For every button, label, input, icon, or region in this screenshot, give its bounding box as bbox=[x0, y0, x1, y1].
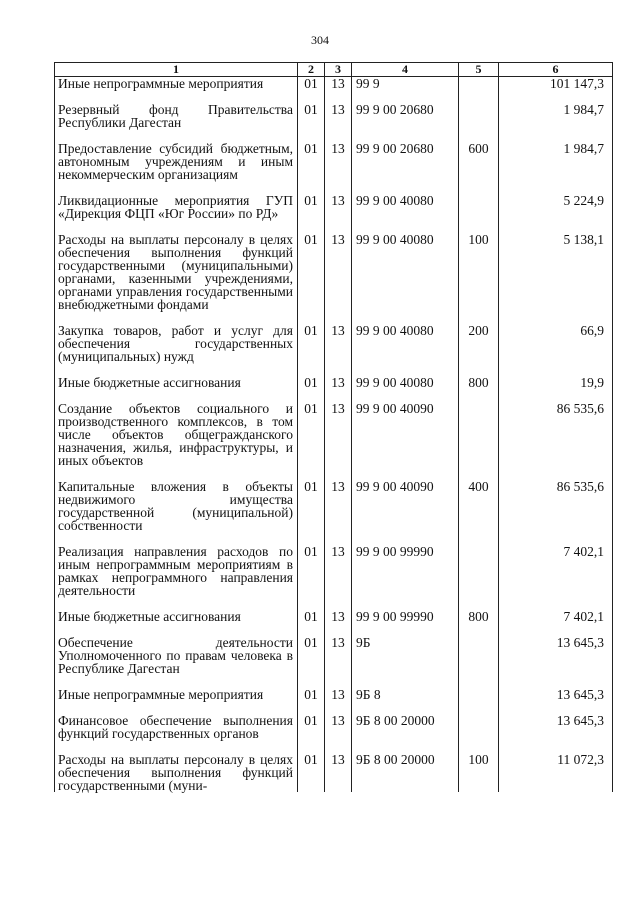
table-body bbox=[55, 77, 613, 793]
row-amount: 86 535,6 bbox=[499, 480, 613, 532]
row-target-code: 9Б bbox=[352, 636, 459, 675]
row-target-code: 99 9 bbox=[352, 77, 459, 91]
row-expense-type bbox=[459, 194, 499, 220]
row-name: Предоставление субсидий бюджетным, автономным учреждениям и иным некоммерческим организациям bbox=[55, 142, 298, 181]
row-name: Ликвидационные мероприятия ГУП «Дирекция ФЦП «Юг России» по РД» bbox=[55, 194, 298, 220]
row-amount: 66,9 bbox=[499, 324, 613, 363]
row-expense-type bbox=[459, 402, 499, 467]
row-target-code: 9Б 8 00 20000 bbox=[352, 714, 459, 740]
row-expense-type bbox=[459, 714, 499, 740]
row-subsection: 13 bbox=[325, 688, 352, 701]
row-section: 01 bbox=[298, 545, 325, 597]
row-subsection: 13 bbox=[325, 376, 352, 389]
row-name: Иные бюджетные ассигнования bbox=[55, 376, 298, 389]
row-section: 01 bbox=[298, 324, 325, 363]
spacer-cell bbox=[459, 532, 499, 545]
row-subsection: 13 bbox=[325, 233, 352, 311]
table-row bbox=[55, 194, 613, 220]
page-number: 304 bbox=[311, 33, 329, 47]
row-amount: 13 645,3 bbox=[499, 688, 613, 701]
table-row bbox=[55, 753, 613, 792]
row-subsection: 13 bbox=[325, 545, 352, 597]
row-subsection: 13 bbox=[325, 610, 352, 623]
spacer-cell bbox=[459, 623, 499, 636]
table-row bbox=[55, 610, 613, 623]
row-expense-type bbox=[459, 103, 499, 129]
table-row bbox=[55, 636, 613, 675]
row-subsection: 13 bbox=[325, 324, 352, 363]
row-expense-type: 100 bbox=[459, 753, 499, 792]
row-amount: 11 072,3 bbox=[499, 753, 613, 792]
row-target-code: 99 9 00 40090 bbox=[352, 480, 459, 532]
table-row bbox=[55, 103, 613, 129]
row-target-code: 99 9 00 99990 bbox=[352, 610, 459, 623]
row-amount: 1 984,7 bbox=[499, 103, 613, 129]
row-subsection: 13 bbox=[325, 753, 352, 792]
header-cell-4: 4 bbox=[352, 63, 459, 77]
row-subsection: 13 bbox=[325, 714, 352, 740]
row-expense-type: 800 bbox=[459, 376, 499, 389]
row-expense-type: 800 bbox=[459, 610, 499, 623]
row-expense-type bbox=[459, 688, 499, 701]
row-subsection: 13 bbox=[325, 77, 352, 91]
row-section: 01 bbox=[298, 402, 325, 467]
row-section: 01 bbox=[298, 753, 325, 792]
row-target-code: 99 9 00 40080 bbox=[352, 233, 459, 311]
row-name: Иные непрограммные мероприятия bbox=[55, 688, 298, 701]
table-row bbox=[55, 376, 613, 389]
header-cell-5: 5 bbox=[459, 63, 499, 77]
header-cell-6: 6 bbox=[499, 63, 613, 77]
row-section: 01 bbox=[298, 688, 325, 701]
row-amount: 5 138,1 bbox=[499, 233, 613, 311]
row-name: Создание объектов социального и производственного комплексов, в том числе объектов общегражданского назначения, жилья, инфраструктуры, и иных объектов bbox=[55, 402, 298, 467]
row-subsection: 13 bbox=[325, 103, 352, 129]
row-section: 01 bbox=[298, 103, 325, 129]
row-amount: 86 535,6 bbox=[499, 402, 613, 467]
row-amount: 1 984,7 bbox=[499, 142, 613, 181]
row-subsection: 13 bbox=[325, 636, 352, 675]
table-row bbox=[55, 480, 613, 532]
row-section: 01 bbox=[298, 376, 325, 389]
table-row bbox=[55, 545, 613, 597]
row-expense-type bbox=[459, 545, 499, 597]
row-subsection: 13 bbox=[325, 194, 352, 220]
row-name: Обеспечение деятельности Уполномоченного по правам человека в Республике Дагестан bbox=[55, 636, 298, 675]
row-target-code: 9Б 8 bbox=[352, 688, 459, 701]
row-section: 01 bbox=[298, 142, 325, 181]
table-row bbox=[55, 324, 613, 363]
table-row bbox=[55, 233, 613, 311]
row-target-code: 99 9 00 40090 bbox=[352, 402, 459, 467]
row-amount: 7 402,1 bbox=[499, 610, 613, 623]
row-name: Расходы на выплаты персоналу в целях обеспечения выполнения функций государственными (муни- bbox=[55, 753, 298, 792]
spacer-cell bbox=[459, 675, 499, 688]
row-expense-type: 600 bbox=[459, 142, 499, 181]
table-row bbox=[55, 402, 613, 467]
row-section: 01 bbox=[298, 610, 325, 623]
row-amount: 101 147,3 bbox=[499, 77, 613, 91]
row-section: 01 bbox=[298, 194, 325, 220]
row-name: Реализация направления расходов по иным непрограммным мероприятиям в рамках непрограммного направления деятельности bbox=[55, 545, 298, 597]
row-name: Резервный фонд Правительства Республики Дагестан bbox=[55, 103, 298, 129]
table-row bbox=[55, 714, 613, 740]
row-name: Иные непрограммные мероприятия bbox=[55, 77, 298, 91]
row-amount: 13 645,3 bbox=[499, 636, 613, 675]
row-section: 01 bbox=[298, 77, 325, 91]
budget-table bbox=[54, 62, 613, 792]
header-cell-1: 1 bbox=[55, 63, 298, 77]
spacer-cell bbox=[459, 389, 499, 402]
row-expense-type bbox=[459, 77, 499, 91]
table-row bbox=[55, 142, 613, 181]
row-name: Расходы на выплаты персоналу в целях обеспечения выполнения функций государственными (муниципальными) органами, казенными учреждениями, органами управления государственными внебюджетными фондами bbox=[55, 233, 298, 311]
row-name: Финансовое обеспечение выполнения функций государственных органов bbox=[55, 714, 298, 740]
row-section: 01 bbox=[298, 714, 325, 740]
row-amount: 7 402,1 bbox=[499, 545, 613, 597]
header-cell-3: 3 bbox=[325, 63, 352, 77]
row-section: 01 bbox=[298, 233, 325, 311]
row-target-code: 99 9 00 99990 bbox=[352, 545, 459, 597]
table-row bbox=[55, 77, 613, 91]
row-expense-type: 100 bbox=[459, 233, 499, 311]
row-name: Иные бюджетные ассигнования bbox=[55, 610, 298, 623]
row-target-code: 99 9 00 40080 bbox=[352, 376, 459, 389]
row-amount: 13 645,3 bbox=[499, 714, 613, 740]
row-subsection: 13 bbox=[325, 142, 352, 181]
row-subsection: 13 bbox=[325, 402, 352, 467]
row-amount: 19,9 bbox=[499, 376, 613, 389]
header-cell-2: 2 bbox=[298, 63, 325, 77]
row-expense-type bbox=[459, 636, 499, 675]
row-section: 01 bbox=[298, 480, 325, 532]
spacer-cell bbox=[459, 181, 499, 194]
row-name: Капитальные вложения в объекты недвижимого имущества государственной (муниципальной) собственности bbox=[55, 480, 298, 532]
row-expense-type: 400 bbox=[459, 480, 499, 532]
row-subsection: 13 bbox=[325, 480, 352, 532]
row-section: 01 bbox=[298, 636, 325, 675]
spacer-cell bbox=[459, 90, 499, 103]
row-amount: 5 224,9 bbox=[499, 194, 613, 220]
table-row bbox=[55, 688, 613, 701]
row-target-code: 9Б 8 00 20000 bbox=[352, 753, 459, 792]
row-expense-type: 200 bbox=[459, 324, 499, 363]
row-target-code: 99 9 00 40080 bbox=[352, 194, 459, 220]
row-target-code: 99 9 00 20680 bbox=[352, 103, 459, 129]
row-target-code: 99 9 00 40080 bbox=[352, 324, 459, 363]
row-target-code: 99 9 00 20680 bbox=[352, 142, 459, 181]
row-name: Закупка товаров, работ и услуг для обеспечения государственных (муниципальных) нужд bbox=[55, 324, 298, 363]
spacer-cell bbox=[459, 701, 499, 714]
header-row bbox=[55, 63, 613, 77]
